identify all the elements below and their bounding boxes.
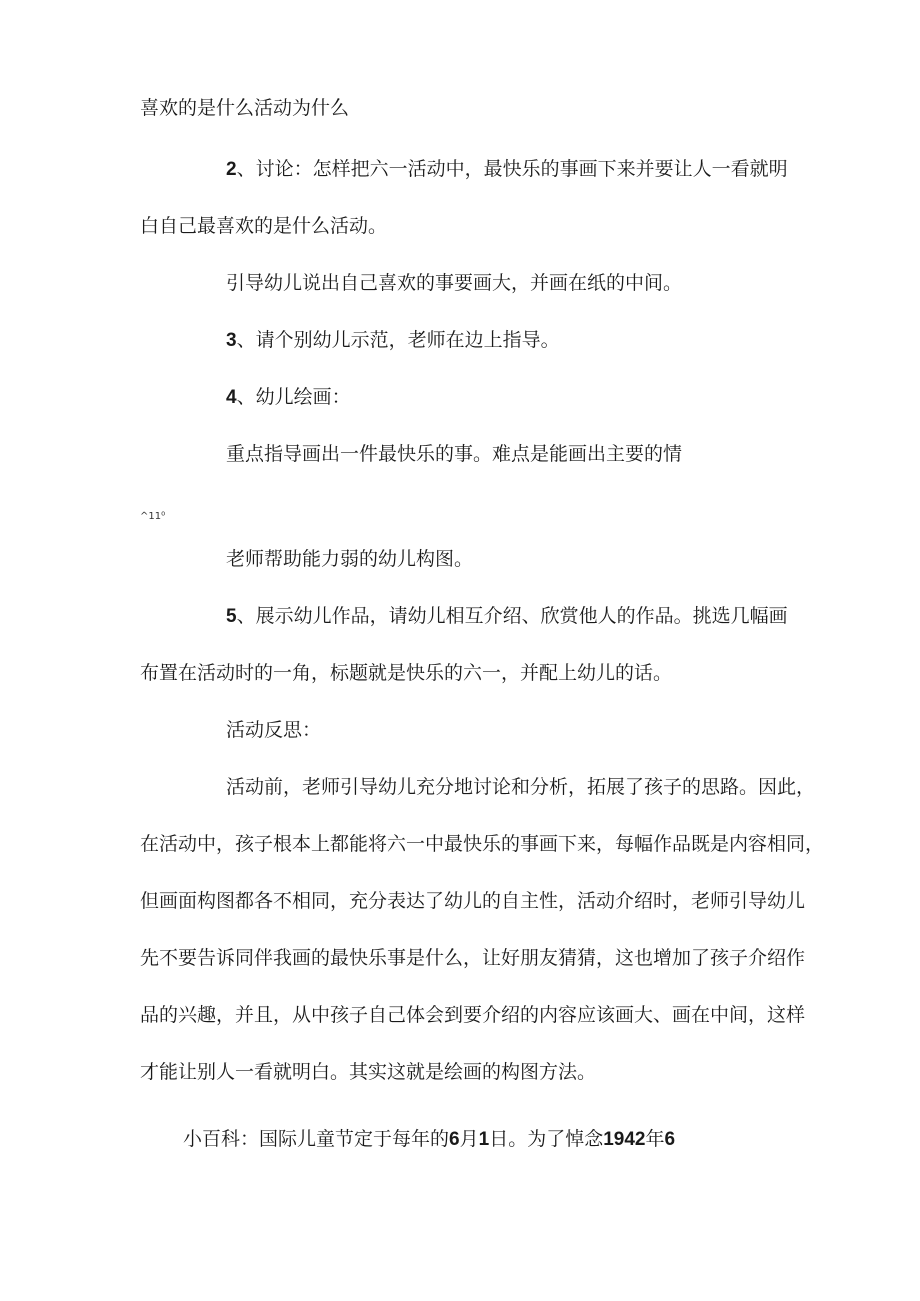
stray-mark: ^11⁰ [140,511,166,522]
paragraph-line: 引导幼儿说出自己喜欢的事要画大，并画在纸的中间。 [226,272,683,294]
step-text: 、讨论：怎样把六一活动中，最快乐的事画下来并要让人一看就明 [236,158,788,180]
step-2-line [226,157,788,182]
step-4-line [226,385,351,410]
section-heading: 活动反思： [226,719,322,741]
note-number: 6 [664,1129,676,1150]
paragraph-line: 先不要告诉同伴我画的最快乐事是什么，让好朋友猜猜，这也增加了孩子介绍作 [140,947,806,969]
note-text: 小百科：国际儿童节定于每年的 [183,1128,450,1150]
paragraph-line: 老师帮助能力弱的幼儿构图。 [226,548,474,570]
paragraph-line: 白自己最喜欢的是什么活动。 [140,215,388,237]
step-text: 、幼儿绘画： [236,386,351,408]
paragraph-line: 才能让别人一看就明白。其实这就是绘画的构图方法。 [140,1061,597,1083]
paragraph-line: 品的兴趣，并且，从中孩子自己体会到要介绍的内容应该画大、画在中间，这样 [140,1004,806,1026]
paragraph-line: 重点指导画出一件最快乐的事。难点是能画出主要的情 [226,443,683,465]
note-text: 年 [645,1128,665,1150]
note-text: 月 [459,1128,479,1150]
paragraph-line: 喜欢的是什么活动为什么 [140,97,350,119]
paragraph-line: 布置在活动时的一角，标题就是快乐的六一，并配上幼儿的话。 [140,662,673,684]
step-text: 、请个别幼儿示范，老师在边上指导。 [236,329,560,351]
step-number: 2 [226,159,237,180]
note-number: 6 [449,1129,460,1150]
paragraph-line: 但画面构图都各不相同，充分表达了幼儿的自主性，活动介绍时，老师引导幼儿 [140,890,806,912]
encyclopedia-note [183,1127,675,1152]
note-number: 1 [478,1129,490,1150]
note-number: 1942 [603,1129,646,1150]
step-number: 5 [226,606,237,627]
step-text: 、展示幼儿作品，请幼儿相互介绍、欣赏他人的作品。挑选几幅画 [236,605,788,627]
step-5-line [226,604,788,629]
step-number: 4 [226,387,237,408]
note-text: 日。为了悼念 [489,1128,604,1150]
step-number: 3 [226,330,237,351]
step-3-line [226,328,560,353]
paragraph-line: 在活动中，孩子根本上都能将六一中最快乐的事画下来，每幅作品既是内容相同， [140,833,825,855]
paragraph-line: 活动前，老师引导幼儿充分地讨论和分析，拓展了孩子的思路。因此， [226,776,816,798]
